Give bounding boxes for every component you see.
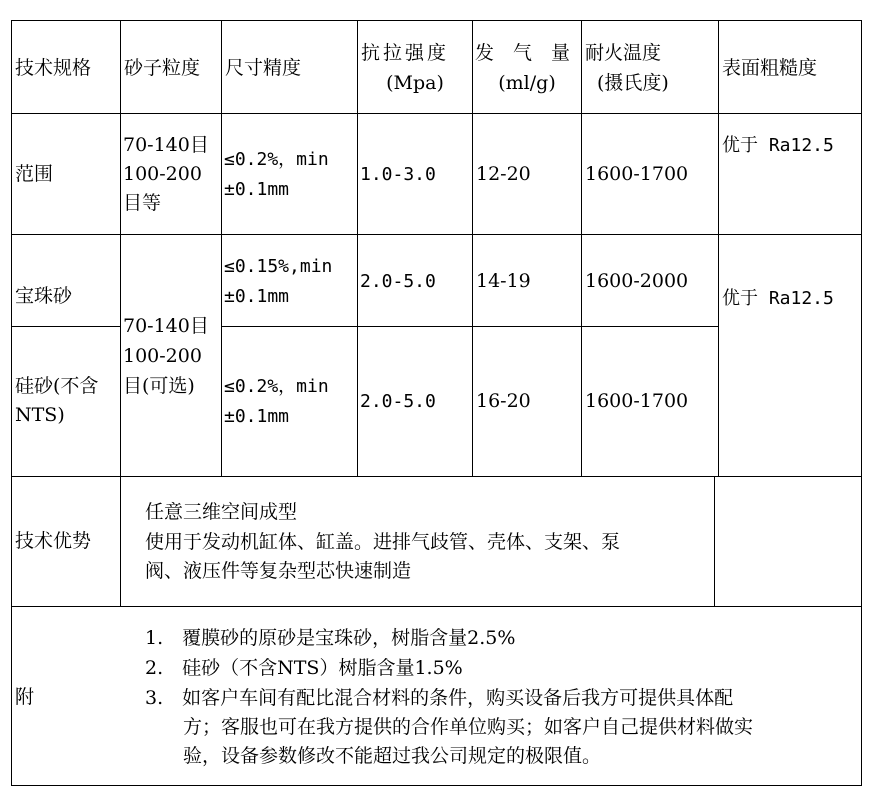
row-range-grain-1: 70-140目 [123, 134, 209, 156]
row-silica-label-1: 硅砂(不含 [15, 375, 99, 397]
rule [714, 476, 715, 607]
rule [11, 113, 862, 114]
advantages-line-3: 阀、液压件等复杂型芯快速制造 [145, 560, 412, 582]
note-line-3: 3. 如客户车间有配比混合材料的条件，购买设备后我方可提供具体配 [145, 687, 734, 709]
shared-grain-3: 目(可选) [123, 375, 195, 397]
note-line-1: 1. 覆膜砂的原砂是宝珠砂，树脂含量2.5% [145, 627, 516, 649]
rule [221, 20, 222, 477]
row-range-refractory: 1600-1700 [585, 163, 689, 185]
row-range-tensile: 1.0-3.0 [360, 164, 436, 185]
header-roughness: 表面粗糙度 [722, 57, 818, 79]
row-pearl-gas: 14-19 [476, 270, 531, 292]
shared-grain-2: 100-200 [123, 345, 202, 367]
shared-grain-1: 70-140目 [123, 315, 209, 337]
rule [120, 20, 121, 607]
header-grain: 砂子粒度 [124, 57, 201, 79]
rule [718, 20, 719, 477]
row-pearl-precision-2: ±0.1mm [224, 286, 290, 307]
row-silica-tensile: 2.0-5.0 [360, 391, 436, 412]
rule [11, 326, 120, 327]
row-range-precision-1: ≤0.2%，min [224, 149, 329, 170]
rule [11, 20, 12, 786]
row-range-precision-2: ±0.1mm [224, 179, 290, 200]
header-tensile-unit: (Mpa) [386, 72, 444, 94]
rule [581, 20, 582, 477]
row-range-label: 范围 [15, 163, 54, 185]
row-range-roughness: 优于 Ra12.5 [722, 135, 834, 156]
header-precision: 尺寸精度 [225, 57, 302, 79]
advantages-label: 技术优势 [15, 530, 92, 552]
note-line-4: 方；客服也可在我方提供的合作单位购买；如客户自己提供材料做实 [145, 716, 754, 738]
row-silica-precision-1: ≤0.2%，min [224, 376, 329, 397]
row-silica-refractory: 1600-1700 [585, 390, 689, 412]
rule [11, 476, 862, 477]
row-silica-label-2: NTS) [15, 404, 65, 426]
header-tensile: 抗拉强度 [361, 42, 450, 64]
row-silica-gas: 16-20 [476, 390, 531, 412]
header-gas-unit: (ml/g) [498, 72, 556, 94]
notes-label: 附 [15, 686, 35, 708]
header-spec: 技术规格 [15, 57, 92, 79]
rule [11, 20, 862, 21]
row-range-grain-3: 目等 [123, 192, 162, 214]
row-pearl-tensile: 2.0-5.0 [360, 271, 436, 292]
row-silica-precision-2: ±0.1mm [224, 406, 290, 427]
shared-roughness: 优于 Ra12.5 [722, 288, 834, 309]
row-pearl-label: 宝珠砂 [15, 285, 73, 307]
row-range-grain-2: 100-200 [123, 163, 202, 185]
row-pearl-precision-1: ≤0.15%,min [224, 256, 333, 277]
note-line-2: 2. 硅砂（不含NTS）树脂含量1.5% [145, 657, 463, 679]
rule [861, 20, 862, 786]
rule [11, 785, 862, 786]
advantages-line-1: 任意三维空间成型 [145, 501, 298, 523]
advantages-line-2: 使用于发动机缸体、缸盖。进排气歧管、壳体、支架、泵 [145, 531, 621, 553]
header-refractory-unit: (摄氏度) [597, 72, 669, 94]
rule [11, 606, 862, 607]
row-pearl-refractory: 1600-2000 [585, 270, 689, 292]
note-line-5: 验，设备参数修改不能超过我公司规定的极限值。 [145, 745, 602, 767]
header-refractory: 耐火温度 [585, 42, 662, 64]
rule [11, 234, 862, 235]
row-range-gas: 12-20 [476, 163, 531, 185]
header-gas: 发 气 量 [475, 42, 571, 64]
rule [221, 326, 718, 327]
